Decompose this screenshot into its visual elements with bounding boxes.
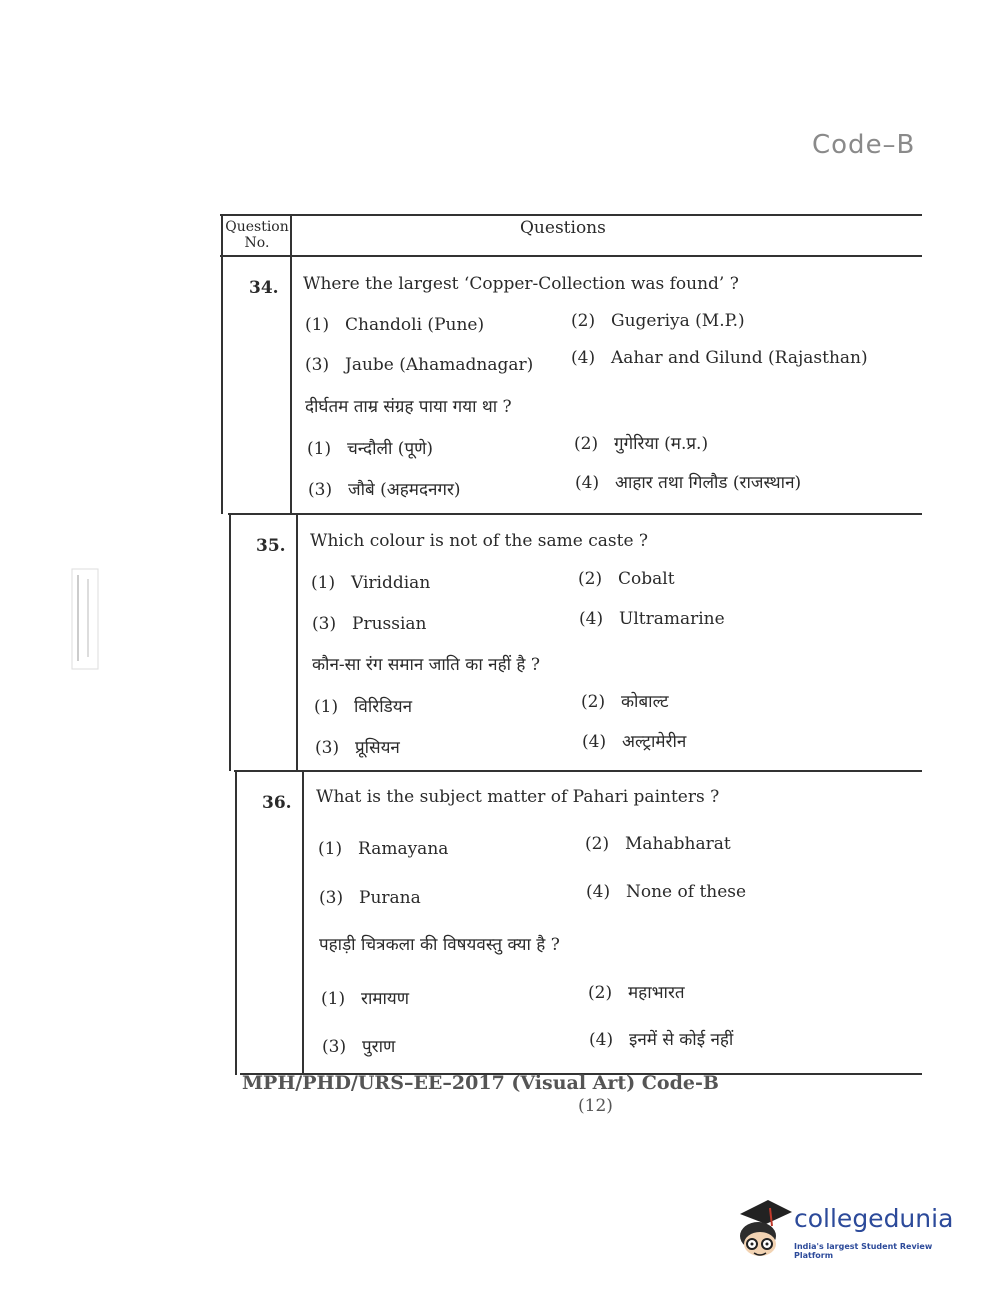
- option-number: (3): [319, 888, 344, 908]
- option-3-en: [319, 888, 421, 908]
- student-mascot-icon: [736, 1196, 792, 1262]
- option-number: (4): [571, 348, 596, 368]
- option-3-hi: [315, 735, 400, 758]
- option-3-hi: [308, 477, 461, 500]
- header-questions: Questions: [520, 218, 606, 238]
- col-divider-3: [302, 770, 304, 1075]
- option-text: Jaube (Ahamadnagar): [345, 355, 534, 375]
- option-number: (2): [574, 434, 599, 454]
- option-text: Viriddian: [351, 573, 431, 593]
- option-number: (1): [321, 989, 346, 1009]
- option-text: Ultramarine: [619, 609, 725, 629]
- option-number: (2): [578, 569, 603, 589]
- option-text: Purana: [359, 888, 421, 908]
- option-text: आहार तथा गिलौड (राजस्थान): [615, 473, 802, 493]
- page-number: (12): [578, 1096, 613, 1116]
- option-text: None of these: [626, 882, 747, 902]
- option-1-hi: [321, 986, 409, 1009]
- option-2-en: [585, 834, 731, 854]
- question-number: 34.: [249, 278, 279, 298]
- option-text: जौबे (अहमदनगर): [348, 480, 461, 500]
- table-left-border-2: [229, 513, 231, 771]
- header-question-no: Question No.: [225, 219, 289, 251]
- option-4-en: [571, 348, 868, 368]
- option-number: (1): [311, 573, 336, 593]
- option-number: (4): [582, 732, 607, 752]
- option-3-en: [305, 355, 533, 375]
- option-2-en: [571, 311, 745, 331]
- option-number: (1): [318, 839, 343, 859]
- question-text-hi: कौन-सा रंग समान जाति का नहीं है ?: [312, 655, 540, 675]
- option-text: Ramayana: [358, 839, 449, 859]
- option-4-hi: [575, 470, 801, 493]
- option-number: (3): [322, 1037, 347, 1057]
- option-2-en: [578, 569, 675, 589]
- option-number: (2): [585, 834, 610, 854]
- table-border-top: [220, 214, 922, 216]
- option-1-en: [305, 315, 484, 335]
- row-divider-1: [228, 513, 922, 515]
- table-header-divider: [220, 255, 922, 257]
- option-number: (2): [581, 692, 606, 712]
- option-number: (4): [589, 1030, 614, 1050]
- col-divider-2: [296, 513, 298, 771]
- option-3-en: [312, 614, 426, 634]
- option-1-en: [318, 839, 448, 859]
- question-number: 36.: [262, 793, 292, 813]
- option-3-hi: [322, 1034, 395, 1057]
- option-4-hi: [589, 1027, 733, 1050]
- option-1-en: [311, 573, 430, 593]
- question-number: 35.: [256, 536, 286, 556]
- option-2-hi: [581, 689, 669, 712]
- collegedunia-logo[interactable]: [736, 1196, 961, 1266]
- logo-name: collegedunia: [794, 1204, 954, 1233]
- option-text: Gugeriya (M.P.): [611, 311, 745, 331]
- option-number: (3): [308, 480, 333, 500]
- question-text-en: Where the largest ‘Copper-Collection was found’ ?: [303, 274, 739, 294]
- option-number: (1): [305, 315, 330, 335]
- option-text: अल्ट्रामेरीन: [622, 732, 687, 752]
- row-divider-2: [234, 770, 922, 772]
- question-text-en: Which colour is not of the same caste ?: [310, 531, 649, 551]
- question-text-en: What is the subject matter of Pahari painters ?: [316, 787, 720, 807]
- option-text: Aahar and Gilund (Rajasthan): [611, 348, 868, 368]
- option-text: इनमें से कोई नहीं: [629, 1030, 734, 1050]
- option-text: गुगेरिया (म.प्र.): [614, 434, 709, 454]
- option-number: (1): [314, 697, 339, 717]
- option-text: Cobalt: [618, 569, 675, 589]
- question-text-hi: दीर्घतम ताम्र संग्रह पाया गया था ?: [305, 397, 512, 417]
- margin-stamp-graphic: [66, 565, 106, 675]
- option-text: विरिडियन: [354, 697, 413, 717]
- option-number: (4): [575, 473, 600, 493]
- option-1-hi: [314, 694, 412, 717]
- option-text: कोबाल्ट: [621, 692, 669, 712]
- table-left-border-3: [235, 770, 237, 1075]
- option-number: (3): [312, 614, 337, 634]
- option-number: (4): [586, 882, 611, 902]
- option-number: (2): [571, 311, 596, 331]
- col-divider-1: [290, 214, 292, 514]
- option-number: (1): [307, 439, 332, 459]
- logo-tagline: India's largest Student Review Platform: [794, 1242, 933, 1260]
- option-4-hi: [582, 729, 686, 752]
- option-2-hi: [574, 431, 708, 454]
- option-2-hi: [588, 980, 685, 1003]
- option-text: महाभारत: [628, 983, 685, 1003]
- option-text: प्रूसियन: [355, 738, 400, 758]
- option-number: (2): [588, 983, 613, 1003]
- margin-stamp: [66, 565, 106, 675]
- option-4-en: [586, 882, 746, 902]
- option-text: Prussian: [352, 614, 427, 634]
- option-number: (4): [579, 609, 604, 629]
- option-number: (3): [315, 738, 340, 758]
- option-4-en: [579, 609, 725, 629]
- option-text: पुराण: [362, 1037, 396, 1057]
- option-number: (3): [305, 355, 330, 375]
- table-left-border-1: [221, 214, 223, 514]
- code-label: Code–B: [812, 130, 916, 160]
- footer-exam-code: MPH/PHD/URS–EE–2017 (Visual Art) Code-B: [242, 1072, 719, 1094]
- option-1-hi: [307, 436, 433, 459]
- option-text: Mahabharat: [625, 834, 731, 854]
- option-text: चन्दौली (पूणे): [347, 439, 434, 459]
- option-text: Chandoli (Pune): [345, 315, 485, 335]
- question-text-hi: पहाड़ी चित्रकला की विषयवस्तु क्या है ?: [319, 935, 560, 955]
- option-text: रामायण: [361, 989, 410, 1009]
